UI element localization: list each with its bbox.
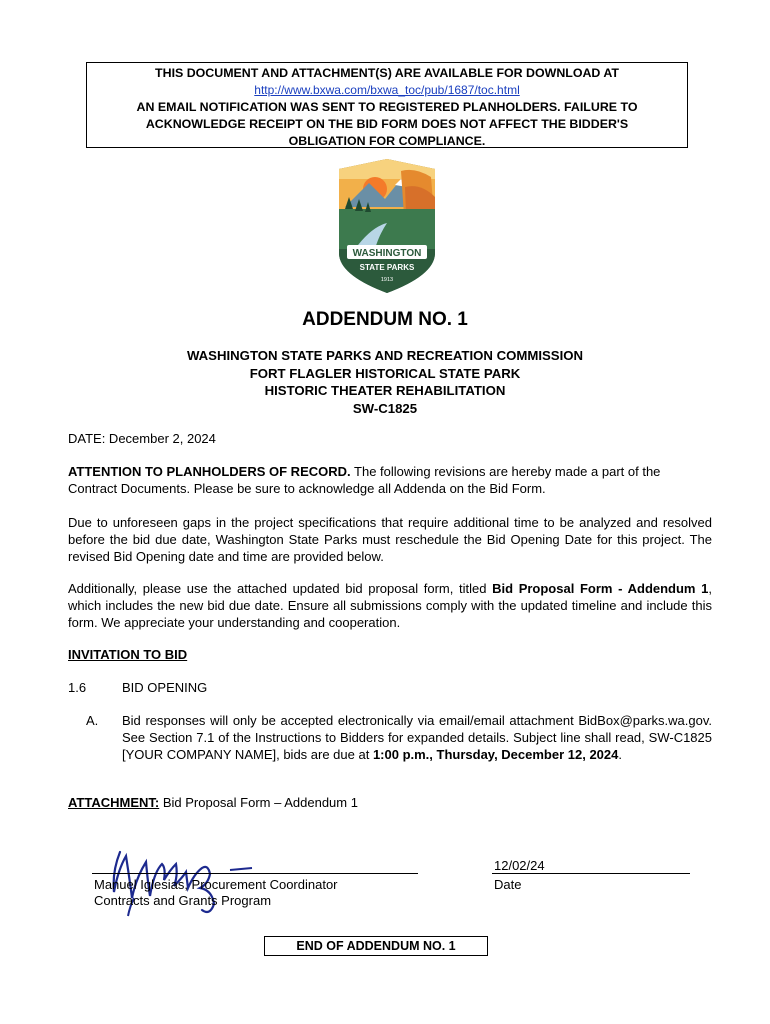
washington-state-parks-logo: [335, 157, 439, 295]
attachment-line: [68, 794, 712, 811]
signer-program: Contracts and Grants Program: [94, 893, 272, 908]
heading-project-number: SW-C1825: [352, 400, 418, 416]
signature-date-value: 12/02/24: [494, 858, 545, 873]
download-link[interactable]: http://www.bxwa.com/bxwa_toc/pub/1687/toc.html: [254, 83, 520, 97]
date-line: DATE: December 2, 2024: [68, 431, 216, 446]
svg-text:1913: 1913: [380, 277, 394, 283]
attachment-label: ATTACHMENT:: [68, 795, 160, 810]
attachment-text: Bid Proposal Form – Addendum 1: [159, 795, 358, 810]
item-letter: A.: [86, 713, 99, 728]
project-headings: [0, 347, 770, 417]
signature-line: [92, 873, 418, 874]
end-of-addendum-box: END OF ADDENDUM NO. 1: [264, 936, 488, 956]
attention-paragraph: [68, 463, 712, 497]
section-title: BID OPENING: [122, 680, 208, 695]
download-notice-box: [86, 62, 688, 148]
heading-park: FORT FLAGLER HISTORICAL STATE PARK: [249, 365, 521, 381]
signer-name: Manuel Iglesias, Procurement Coordinator: [94, 877, 338, 892]
heading-project: HISTORIC THEATER REHABILITATION: [264, 383, 506, 398]
reschedule-paragraph: Due to unforeseen gaps in the project specifications that require additional time to be analyzed and resolved before the bid due date, Washington State Parks must reschedule the Bid Opening Date for this project. The revised Bid Opening date and time are provided below.: [68, 515, 712, 564]
attention-text: The following revisions are hereby made a part of the Contract Documents. Please be sure to acknowledge all Addenda on the Bid Form.: [68, 464, 661, 496]
date-label: Date: [494, 877, 522, 892]
bid-form-paragraph: Additionally, please use the attached updated bid proposal form, titled Bid Proposal Form - Addendum 1, which includes the new bid due date. Ensure all submissions comply with the updated timeline and include this form. We appreciate your understanding and cooperation.: [68, 581, 712, 630]
attention-label: ATTENTION TO PLANHOLDERS OF RECORD.: [68, 464, 351, 479]
bid-form-title: Bid Proposal Form - Addendum 1: [492, 581, 709, 596]
addendum-title: ADDENDUM NO. 1: [302, 309, 468, 330]
heading-commission: WASHINGTON STATE PARKS AND RECREATION COMMISSION: [186, 348, 584, 363]
notice-line-3: ACKNOWLEDGE RECEIPT ON THE BID FORM DOES NOT AFFECT THE BIDDER'S: [145, 117, 629, 131]
bid-opening-paragraph: Bid responses will only be accepted electronically via email/email attachment BidBox@parks.wa.gov. See Section 7.1 of the Instructions to Bidders for expanded details. Subject line shall read, SW-C1825 [YOUR COMPANY NAME], bids are due at 1:00 p.m., Thursday, December 12, 2024.: [122, 713, 712, 762]
notice-line-1: THIS DOCUMENT AND ATTACHMENT(S) ARE AVAILABLE FOR DOWNLOAD AT: [155, 66, 619, 80]
svg-text:STATE PARKS: STATE PARKS: [359, 263, 415, 272]
notice-line-4: OBLIGATION FOR COMPLIANCE.: [288, 134, 486, 148]
section-number: 1.6: [68, 680, 87, 695]
notice-line-2: AN EMAIL NOTIFICATION WAS SENT TO REGISTERED PLANHOLDERS. FAILURE TO: [136, 100, 638, 114]
svg-text:WASHINGTON: WASHINGTON: [352, 248, 422, 259]
bid-due-time: 1:00 p.m., Thursday, December 12, 2024: [372, 747, 619, 762]
invitation-heading: INVITATION TO BID: [68, 647, 188, 662]
